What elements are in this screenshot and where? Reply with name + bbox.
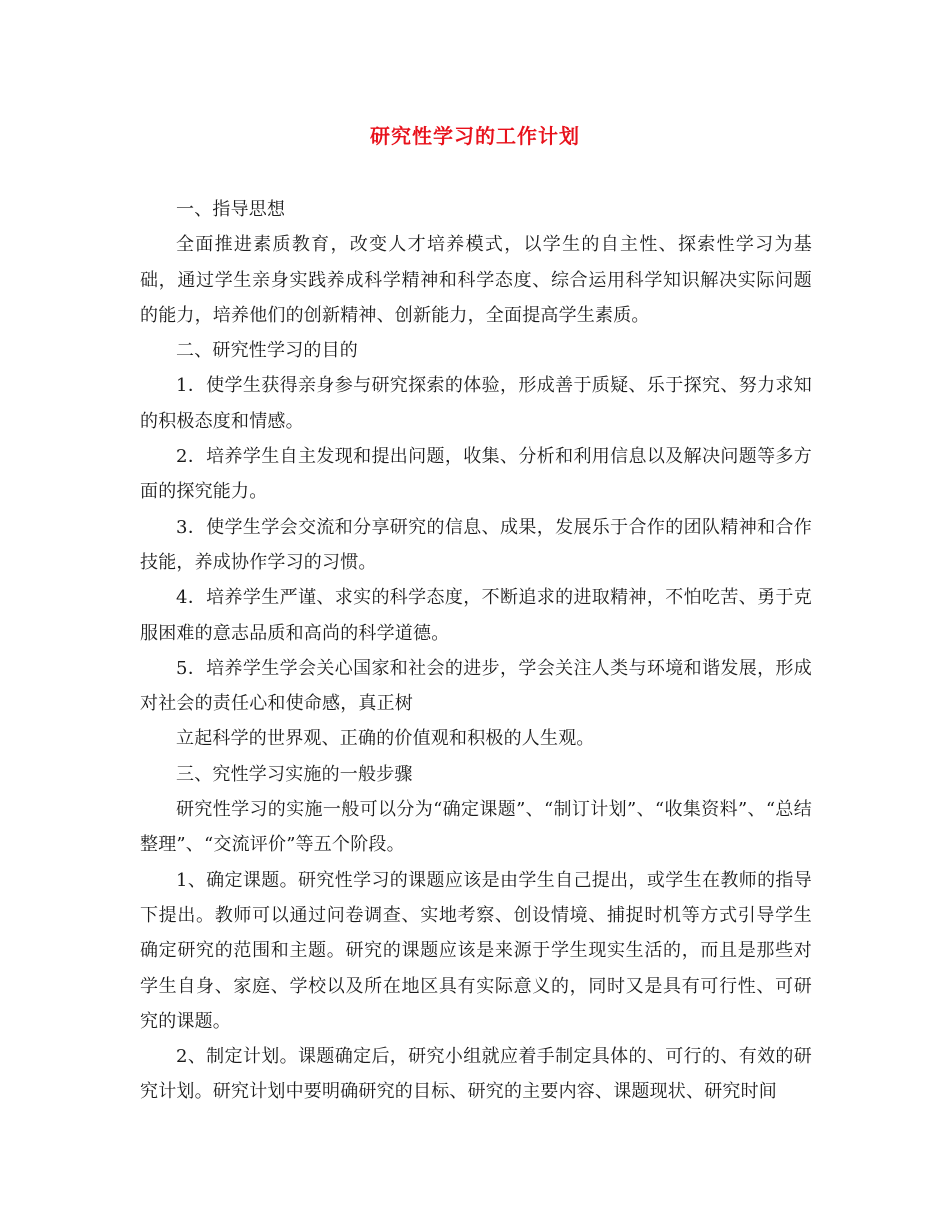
purpose-item-5-continued: 立起科学的世界观、正确的价值观和积极的人生观。 [176, 728, 595, 750]
heading-guiding-ideology: 一、指导思想 [176, 199, 286, 220]
purpose-item-3: 3．使学生学会交流和分享研究的信息、成果，发展乐于合作的团队精神和合作技能，养成协作学习的习惯。 [140, 516, 812, 573]
paragraph-steps-overview: 研究性学习的实施一般可以分为“确定课题”、“制订计划”、“收集资料”、“总结整理”、“交流评价”等五个阶段。 [140, 799, 812, 856]
step-1-determine-topic: 1、确定课题。研究性学习的课题应该是由学生自己提出，或学生在教师的指导下提出。教师可以通过问卷调查、实地考察、创设情境、捕捉时机等方式引导学生确定研究的范围和主题。研究的课题应该是来源于学生现实生活的，而且是那些对学生自身、家庭、学校以及所在地区具有实际意义的，同时又是具有可行性、可研究的课题。 [140, 869, 812, 1032]
step-2-make-plan: 2、制定计划。课题确定后，研究小组就应着手制定具体的、可行的、有效的研究计划。研究计划中要明确研究的目标、研究的主要内容、课题现状、研究时间 [140, 1046, 812, 1103]
paragraph-guiding-ideology: 全面推进素质教育，改变人才培养模式，以学生的自主性、探索性学习为基础，通过学生亲身实践养成科学精神和科学态度、综合运用科学知识解决实际问题的能力，培养他们的创新精神、创新能力，全面提高学生素质。 [140, 234, 812, 326]
heading-steps: 三、究性学习实施的一般步骤 [176, 763, 413, 785]
document-body [140, 192, 812, 1110]
heading-purpose: 二、研究性学习的目的 [176, 340, 358, 362]
purpose-item-5: 5．培养学生学会关心国家和社会的进步，学会关注人类与环境和谐发展，形成对社会的责任心和使命感，真正树 [140, 657, 812, 715]
purpose-item-2: 2．培养学生自主发现和提出问题，收集、分析和利用信息以及解决问题等多方面的探究能力。 [140, 446, 812, 503]
purpose-item-4: 4．培养学生严谨、求实的科学态度，不断追求的进取精神，不怕吃苦、勇于克服困难的意志品质和高尚的科学道德。 [140, 587, 812, 644]
purpose-item-1: 1．使学生获得亲身参与研究探索的体验，形成善于质疑、乐于探究、努力求知的积极态度和情感。 [140, 375, 812, 432]
document-title: 研究性学习的工作计划 [370, 124, 580, 148]
